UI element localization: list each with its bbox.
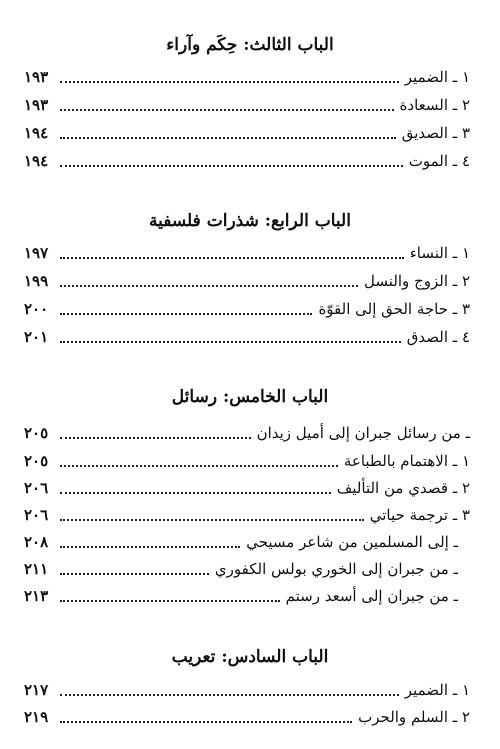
chapter-title: الباب الرابع: شذرات فلسفية — [149, 211, 351, 231]
toc-entry — [24, 477, 470, 499]
page-number: ١٩٤ — [24, 152, 49, 170]
dot-leader — [60, 694, 399, 696]
entry-label: ١ ـ الضمير — [404, 681, 470, 699]
chapter-title: الباب الخامس: رسائل — [171, 387, 329, 407]
entry-label: ١ ـ الاهتمام بالطباعة — [343, 452, 470, 470]
page-number: ١٩٧ — [24, 244, 49, 262]
page-number: ١٩٩ — [24, 272, 49, 290]
dot-leader — [60, 519, 364, 521]
toc-entry — [24, 242, 470, 264]
dot-leader — [60, 257, 404, 259]
entry-label: ـ من رسائل جبران إلى أميل زيدان — [256, 424, 470, 442]
toc-entry — [24, 558, 470, 580]
entry-label: ٢ ـ السعادة — [399, 96, 470, 114]
toc-entry — [24, 706, 470, 728]
dot-leader — [60, 165, 403, 167]
dot-leader — [60, 137, 396, 139]
dot-leader — [60, 81, 399, 83]
chapter-title: الباب السادس: تعريب — [171, 647, 329, 667]
dot-leader — [60, 437, 251, 439]
dot-leader — [60, 109, 394, 111]
dot-leader — [60, 341, 401, 343]
page-number: ٢٠٦ — [24, 506, 49, 524]
toc-entry — [24, 585, 470, 607]
page-number: ١٩٣ — [24, 96, 49, 114]
toc-entry — [24, 504, 470, 526]
dot-leader — [60, 546, 240, 548]
dot-leader — [60, 573, 209, 575]
entry-label: ـ من جبران إلى أسعد رستم — [285, 587, 458, 605]
dot-leader — [60, 600, 280, 602]
page-number: ٢١٧ — [24, 681, 49, 699]
page-number: ٢٠٠ — [24, 300, 49, 318]
entry-label: ـ إلى المسلمين من شاعر مسيحي — [246, 533, 458, 551]
dot-leader — [60, 285, 358, 287]
entry-label: ٤ ـ الموت — [408, 152, 470, 170]
entry-label: ١ ـ الضمير — [404, 68, 470, 86]
entry-label: ٢ ـ الزوج والنسل — [364, 272, 470, 290]
dot-leader — [60, 721, 352, 723]
page-number: ٢٠٨ — [24, 533, 49, 551]
page-number: ٢١١ — [24, 560, 49, 578]
toc-entry — [24, 94, 470, 116]
toc-entry — [24, 679, 470, 701]
toc-entry — [24, 422, 470, 444]
entry-label: ـ من جبران إلى الخوري بولس الكفوري — [214, 560, 458, 578]
entry-label: ٤ ـ الصدق — [406, 328, 470, 346]
page-number: ٢٠١ — [24, 328, 49, 346]
entry-label: ٣ ـ الصديق — [401, 124, 470, 142]
entry-label: ١ ـ النساء — [409, 244, 470, 262]
entry-label: ٢ ـ السلم والحرب — [358, 708, 470, 726]
entry-label: ٣ ـ حاجة الحق إلى القوّة — [318, 300, 470, 318]
toc-entry — [24, 122, 470, 144]
page-number: ٢٠٥ — [24, 452, 49, 470]
toc-entry — [24, 326, 470, 348]
toc-entry — [24, 298, 470, 320]
page-number: ١٩٤ — [24, 124, 49, 142]
toc-entry — [24, 66, 470, 88]
toc-entry — [24, 531, 470, 553]
dot-leader — [60, 313, 312, 315]
dot-leader — [60, 492, 331, 494]
entry-label: ٣ ـ ترجمة حياتي — [369, 506, 470, 524]
entry-label: ٢ ـ قصدي من التأليف — [336, 479, 470, 497]
page-number: ٢١٣ — [24, 587, 49, 605]
dot-leader — [60, 465, 338, 467]
page-number: ١٩٣ — [24, 68, 49, 86]
page-number: ٢٠٦ — [24, 479, 49, 497]
toc-entry — [24, 150, 470, 172]
chapter-title: الباب الثالث: حِكَم وآراء — [166, 35, 334, 55]
toc-entry — [24, 270, 470, 292]
page-number: ٢١٩ — [24, 708, 49, 726]
toc-entry — [24, 450, 470, 472]
page-number: ٢٠٥ — [24, 424, 49, 442]
